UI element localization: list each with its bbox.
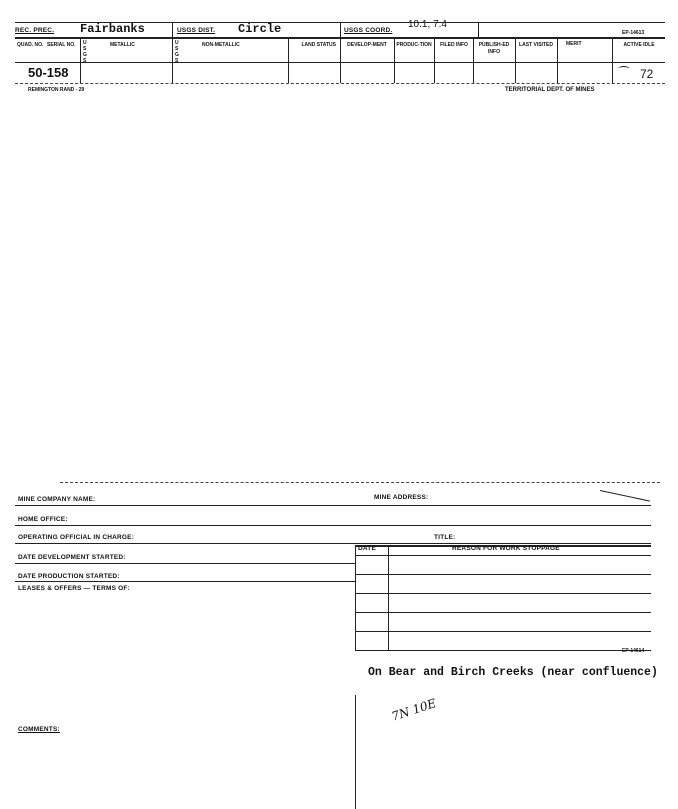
col-land-status: LAND STATUS: [301, 42, 336, 48]
mine-address-label: MINE ADDRESS:: [374, 494, 429, 501]
rec-prec-label: REC. PREC.: [15, 27, 55, 34]
col-published-info: PUBLISH-ED INFO: [478, 42, 510, 55]
leases-offers-label: LEASES & OFFERS — TERMS OF:: [18, 585, 130, 592]
date-column-header: DATE: [358, 545, 377, 552]
comments-label: COMMENTS:: [18, 726, 60, 733]
col-merit: MERIT: [566, 41, 582, 47]
col-active-idle: ACTIVE IDLE: [623, 42, 655, 48]
handwritten-note: 7N 10E: [389, 696, 438, 724]
department: TERRITORIAL DEPT. OF MINES: [505, 87, 595, 93]
date-development-started-label: DATE DEVELOPMENT STARTED:: [18, 554, 126, 561]
col-non-metallic: NON-METALLIC: [202, 42, 240, 48]
col-filed-info: FILED INFO: [440, 42, 468, 48]
col-metallic: METALLIC: [110, 42, 135, 48]
operating-official-label: OPERATING OFFICIAL IN CHARGE:: [18, 534, 135, 541]
rec-prec-value: Fairbanks: [80, 22, 145, 36]
mine-company-name-label: MINE COMPANY NAME:: [18, 496, 96, 503]
bottom-form-number: EP-14614: [622, 648, 645, 654]
date-production-started-label: DATE PRODUCTION STARTED:: [18, 573, 120, 580]
bottom-card: [0, 470, 678, 809]
title-label: TITLE:: [434, 534, 456, 541]
usgs-coord-label: USGS COORD.: [344, 27, 393, 34]
active-idle-value: 72: [640, 67, 654, 81]
form-number: EP-14613: [622, 30, 645, 36]
usgs-dist-label: USGS DIST.: [177, 27, 216, 34]
reason-column-header: REASON FOR WORK STOPPAGE: [452, 545, 560, 552]
printer-mark: REMINGTON RAND - 29: [28, 87, 85, 93]
col-development: DEVELOP-MENT: [347, 42, 387, 48]
home-office-label: HOME OFFICE:: [18, 516, 68, 523]
usgs-dist-value: Circle: [238, 22, 282, 36]
location-note: On Bear and Birch Creeks (near confluence): [368, 666, 658, 679]
col-last-visited: LAST VISITED: [519, 42, 553, 48]
col-serial-no: SERIAL NO.: [47, 42, 76, 48]
col-quad-no: QUAD. NO.: [17, 42, 44, 48]
top-card: [0, 0, 678, 110]
col-usgs-code-1: U S G S: [83, 40, 87, 64]
col-production: PRODUC-TION: [396, 42, 432, 48]
col-usgs-code-2: U S G S: [175, 40, 179, 64]
record-number: 50-158: [28, 65, 69, 80]
usgs-coord-value: 10.1, 7.4: [408, 19, 447, 30]
active-idle-mark-icon: ⁀: [619, 66, 629, 80]
